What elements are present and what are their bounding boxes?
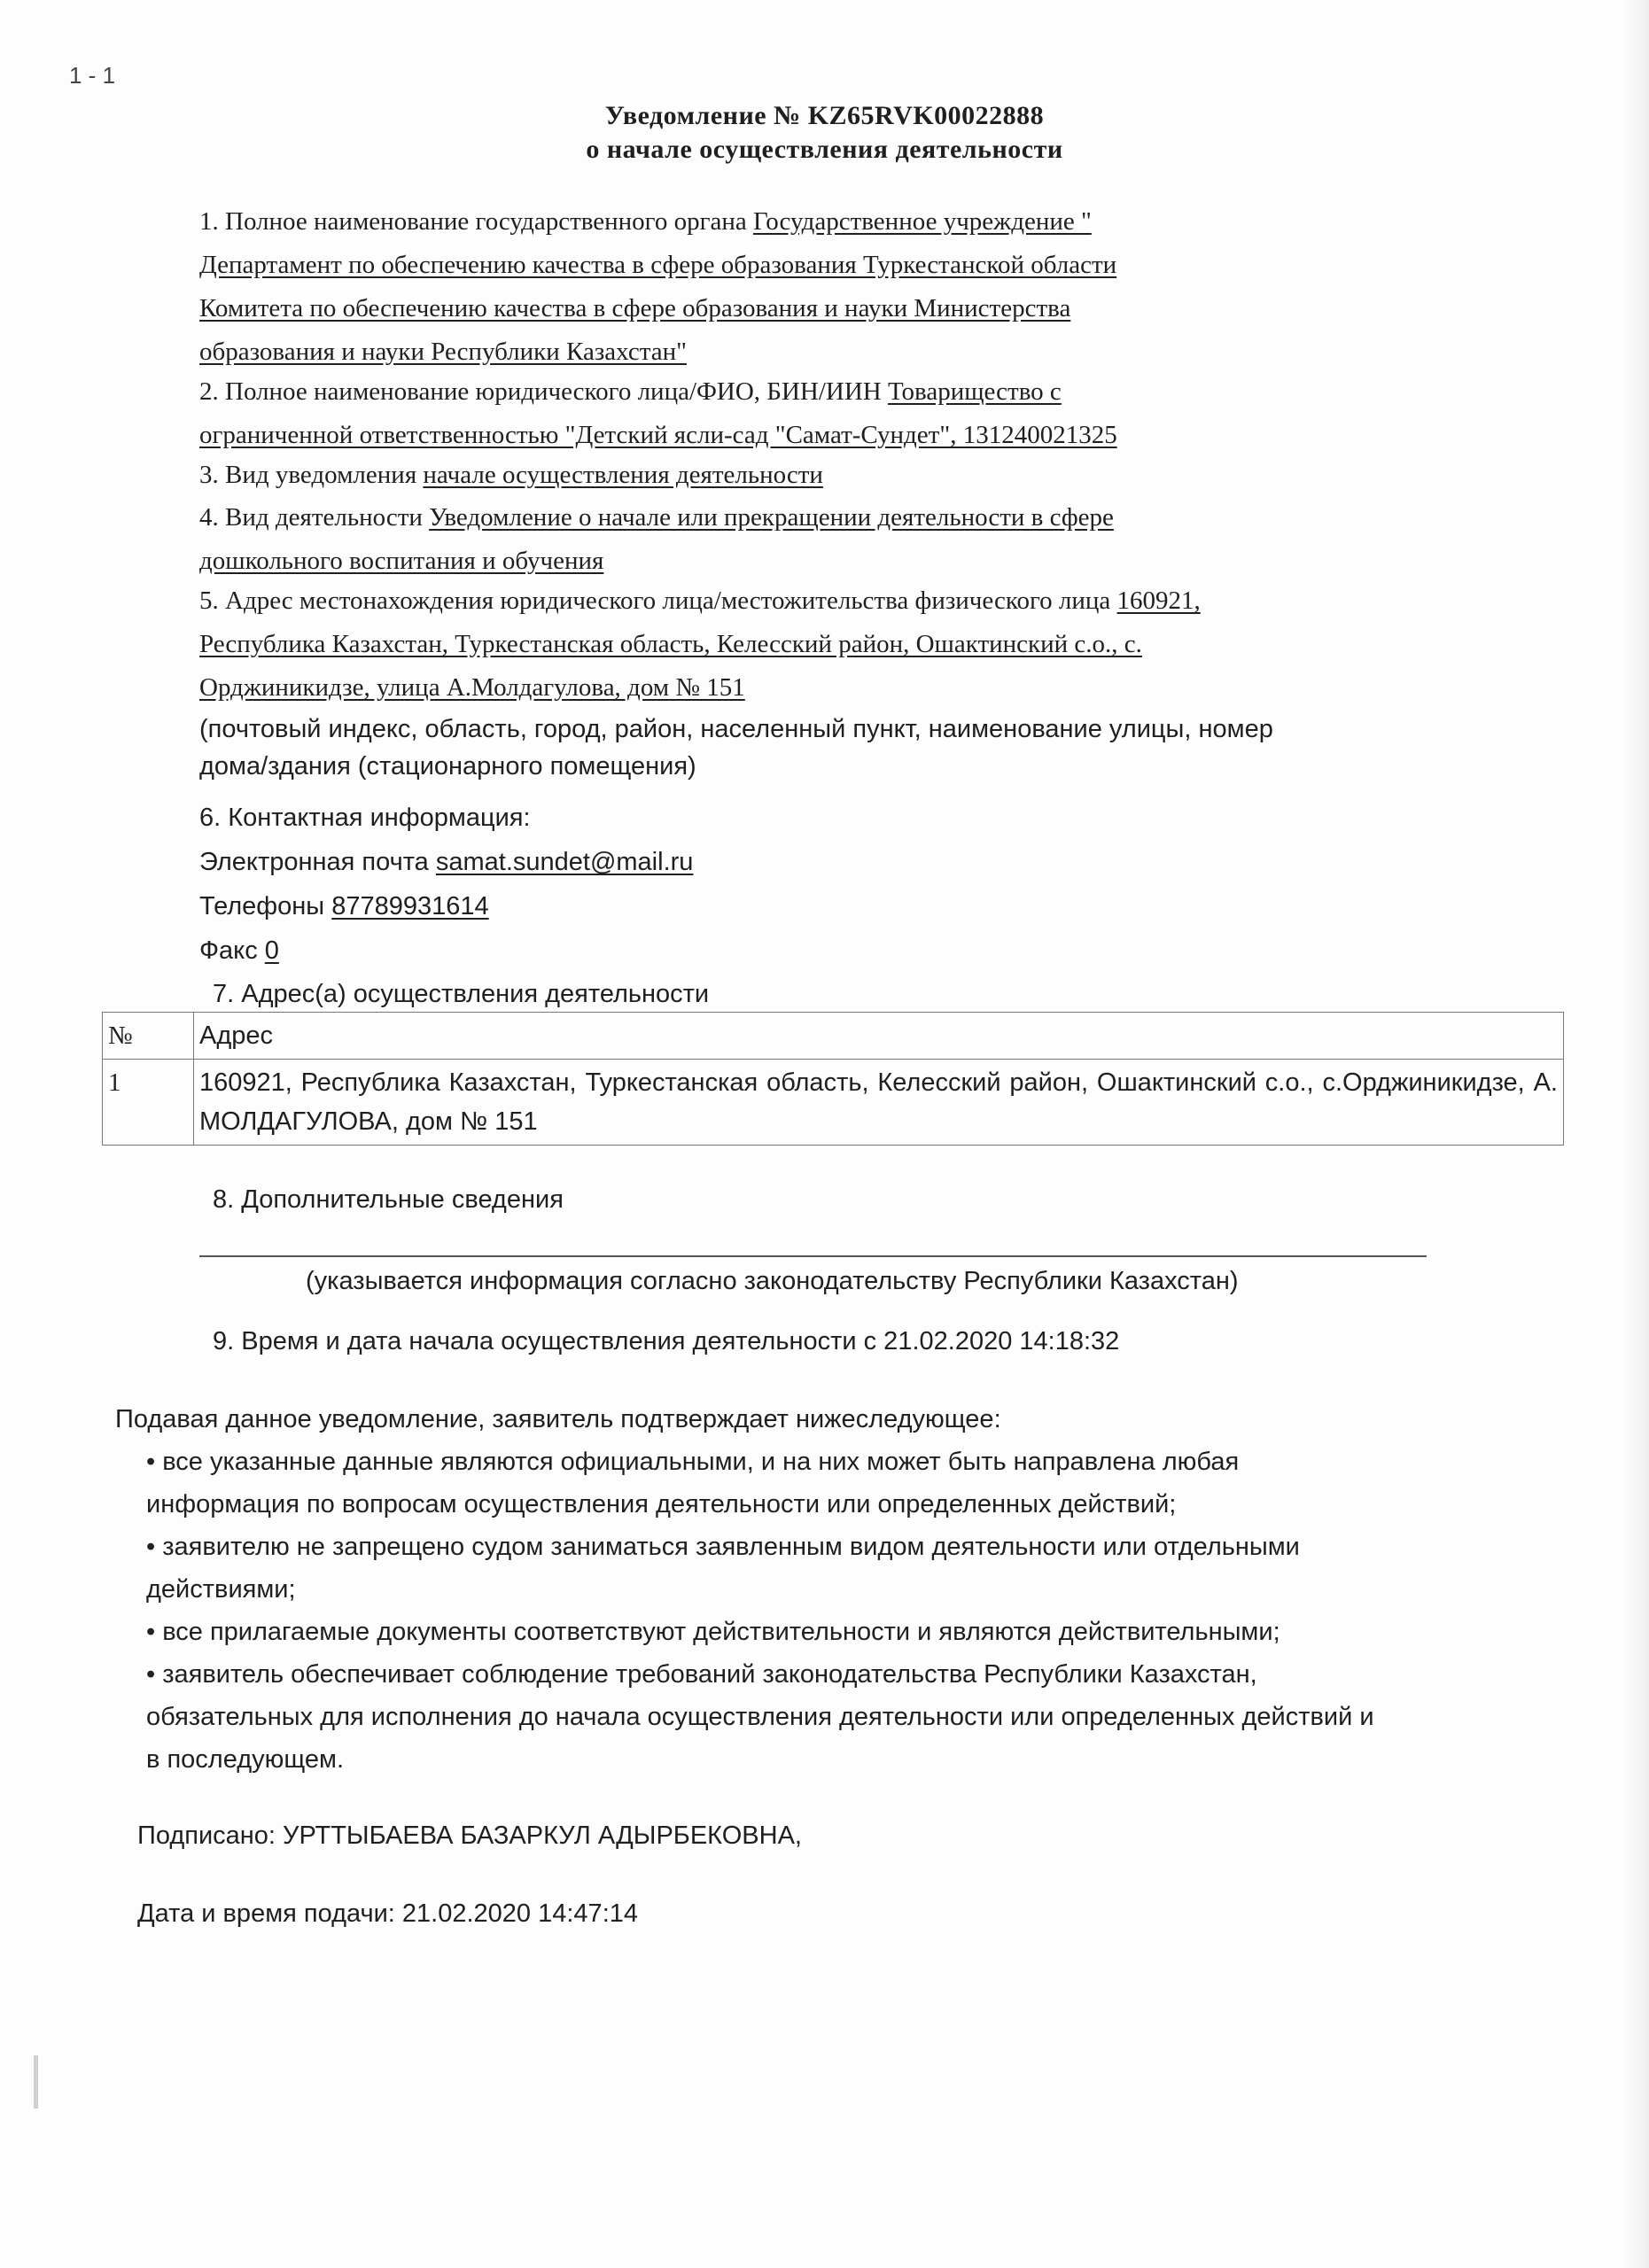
item-6 — [199, 796, 1440, 973]
item-5 — [199, 579, 1413, 710]
item-5-value-2: Республика Казахстан, Туркестанская область, Келесский район, Ошактинский с.о., с. — [199, 630, 1142, 658]
bullet-4-line-1: • заявитель обеспечивает соблюдение требований законодательства Республики Казахстан, — [146, 1660, 1257, 1689]
item-3-label: 3. Вид уведомления — [199, 461, 424, 489]
item-4-value-2: дошкольного воспитания и обучения — [199, 547, 604, 575]
scan-artifact — [34, 2055, 38, 2109]
bullet-3-line-1: • все прилагаемые документы соответствуют действительности и являются действительными; — [146, 1618, 1280, 1646]
item-5-value-1: 160921, — [1116, 586, 1201, 615]
item-5-note-line-2: дома/здания (стационарного помещения) — [199, 752, 696, 781]
submission-datetime: Дата и время подачи: 21.02.2020 14:47:14 — [137, 1899, 639, 1928]
email-label: Электронная почта — [199, 848, 436, 876]
item-1-value-line-1: Государственное учреждение " — [753, 207, 1092, 236]
document-title: Уведомление № KZ65RVK00022888 — [604, 101, 1045, 130]
address-table-header — [103, 1013, 1564, 1060]
item-5-note-line-1: (почтовый индекс, область, город, район, населенный пункт, наименование улицы, номер — [199, 715, 1273, 743]
item-3-value: начале осуществления деятельности — [423, 461, 823, 489]
bullet-2-line-1: • заявителю не запрещено судом заниматься заявленным видом деятельности или отдельными — [146, 1533, 1300, 1561]
phone-value: 87789931614 — [331, 892, 489, 920]
item-1-line-1 — [199, 200, 1413, 244]
page-number: 1 - 1 — [69, 62, 116, 89]
item-8-label: 8. Дополнительные сведения — [213, 1185, 564, 1214]
document-subtitle: о начале осуществления деятельности — [586, 135, 1063, 164]
bullet-4-line-3: в последующем. — [146, 1745, 345, 1774]
header-number: № — [103, 1013, 194, 1060]
header-address: Адрес — [194, 1013, 1564, 1060]
item-7-label: 7. Адрес(а) осуществления деятельности — [213, 980, 710, 1008]
row-number: 1 — [103, 1060, 194, 1146]
item-1-value-line-3: Комитета по обеспечению качества в сфере образования и науки Министерства — [199, 294, 1071, 322]
confirmation-intro: Подавая данное уведомление, заявитель подтверждает нижеследующее: — [115, 1405, 1001, 1433]
address-table — [102, 1012, 1564, 1146]
phone-label: Телефоны — [199, 892, 332, 920]
bullet-1-line-1: • все указанные данные являются официальными, и на них может быть направлена любая — [146, 1448, 1240, 1476]
item-8-blank-line — [199, 1255, 1427, 1257]
fax-label: Факс — [199, 936, 265, 965]
item-4 — [199, 496, 1413, 583]
email-value: samat.sundet@mail.ru — [435, 848, 694, 876]
item-2-value-1: Товарищество с — [887, 377, 1062, 406]
signed-by: Подписано: УРТТЫБАЕВА БАЗАРКУЛ АДЫРБЕКОВНА, — [137, 1821, 802, 1850]
item-4-label: 4. Вид деятельности — [199, 503, 430, 532]
row-address: 160921, Республика Казахстан, Туркестанская область, Келесский район, Ошактинский с.о., с.Орджиникидзе, А. МОЛДАГУЛОВА, дом № 151 — [194, 1060, 1564, 1146]
fax-value: 0 — [264, 936, 279, 965]
scan-edge-shadow — [1622, 0, 1649, 2268]
bullet-2-line-2: действиями; — [146, 1575, 296, 1604]
item-1-value-line-4: образования и науки Республики Казахстан" — [199, 338, 687, 366]
item-1 — [199, 200, 1413, 374]
item-1-label: 1. Полное наименование государственного органа — [199, 207, 754, 236]
item-2 — [199, 370, 1413, 457]
bullet-1-line-2: информация по вопросам осуществления деятельности или определенных действий; — [146, 1490, 1177, 1518]
item-3 — [199, 454, 1413, 497]
item-1-value-line-2: Департамент по обеспечению качества в сфере образования Туркестанской области — [199, 251, 1117, 279]
item-9: 9. Время и дата начала осуществления деятельности с 21.02.2020 14:18:32 — [213, 1327, 1120, 1355]
confirmation-list — [146, 1441, 1582, 1781]
item-2-value-2: ограниченной ответственностью "Детский ясли-сад "Самат-Сундет", 131240021325 — [199, 421, 1117, 449]
item-8-note: (указывается информация согласно законодательству Республики Казахстан) — [306, 1267, 1239, 1295]
item-5-note — [199, 711, 1484, 785]
item-4-value-1: Уведомление о начале или прекращении деятельности в сфере — [429, 503, 1114, 532]
item-6-label: 6. Контактная информация: — [199, 804, 531, 832]
item-2-label: 2. Полное наименование юридического лица/ФИО, БИН/ИИН — [199, 377, 888, 406]
item-5-value-3: Орджиникидзе, улица А.Молдагулова, дом № 151 — [199, 673, 745, 702]
table-row — [103, 1060, 1564, 1146]
item-5-label: 5. Адрес местонахождения юридического лица/местожительства физического лица — [199, 586, 1117, 615]
bullet-4-line-2: обязательных для исполнения до начала осуществления деятельности или определенных действий и — [146, 1703, 1374, 1731]
